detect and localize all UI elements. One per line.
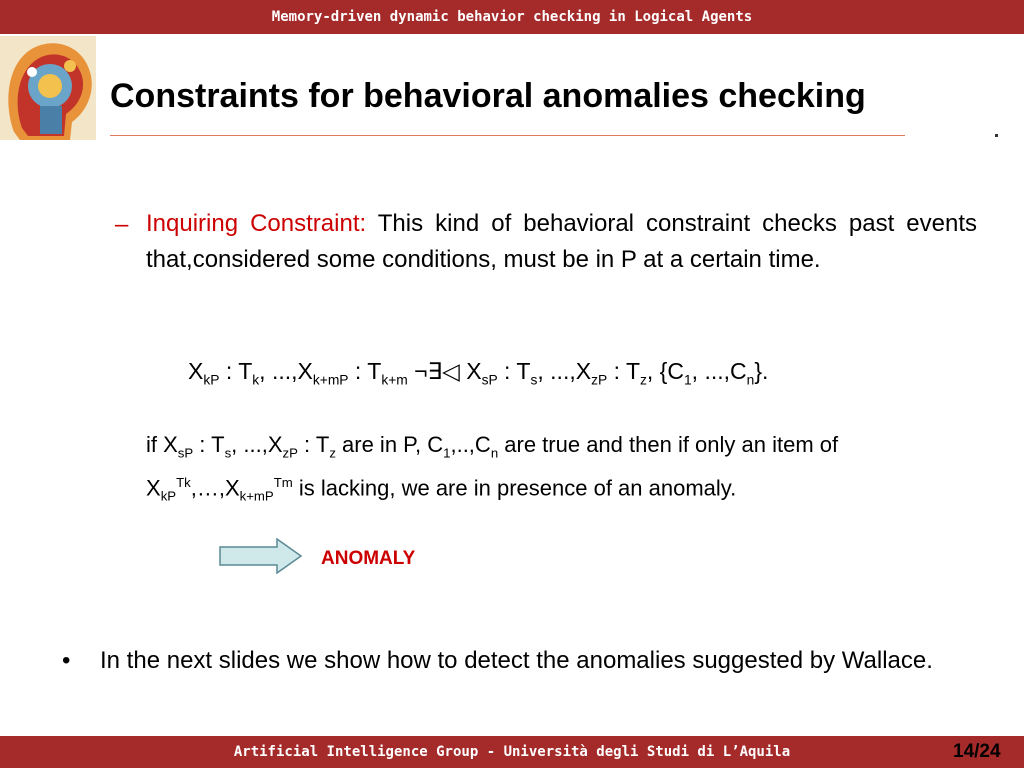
right-arrow-icon	[219, 538, 303, 574]
anomaly-label: ANOMALY	[321, 548, 416, 569]
bullet-marker: •	[62, 647, 71, 674]
inquiring-constraint-text: This kind of behavioral constraint checks past events that,considered some conditions, must be in P at a certain time.	[146, 210, 977, 273]
constraint-formula: $X_{kP}$ : $T_k$, $...,X_{k+mP}$ : $T_{k+m}$ ¬∃◁ $X_{sP}$ : $T_s$, $...,X_{zP}$ : $T_z$, {$C_1$, $...,C_n$}.	[188, 358, 769, 388]
slide-title: Constraints for behavioral anomalies checking	[110, 77, 866, 115]
corner-mark	[995, 134, 998, 137]
page-number: 14/24	[953, 741, 1001, 762]
head-profile-logo-icon	[0, 36, 96, 140]
inquiring-constraint-paragraph	[146, 206, 977, 278]
header-banner: Memory-driven dynamic behavior checking in Logical Agents	[0, 0, 1024, 34]
next-slides-paragraph: In the next slides we show how to detect the anomalies suggested by Wallace.	[100, 647, 933, 674]
negated-exists-operator: ¬∃◁	[407, 358, 467, 384]
condition-paragraph: if $X_{sP}$ : $T_s$, $...,X_{zP}$ : $T_z$ are in P, $C_1,..,C_n$ are true and then if only an item of $X_{kP}^{Tk},\dots,X_{k+mP}^{Tm}$ is lacking, we are in presence of an anomaly.	[146, 432, 839, 505]
footer-bar	[0, 736, 1024, 768]
footer-text: Artificial Intelligence Group - Università degli Studi di L’Aquila	[233, 744, 791, 760]
title-divider	[110, 135, 905, 136]
inquiring-constraint-term: Inquiring Constraint:	[146, 210, 367, 237]
item-marker-dash: –	[115, 211, 129, 238]
